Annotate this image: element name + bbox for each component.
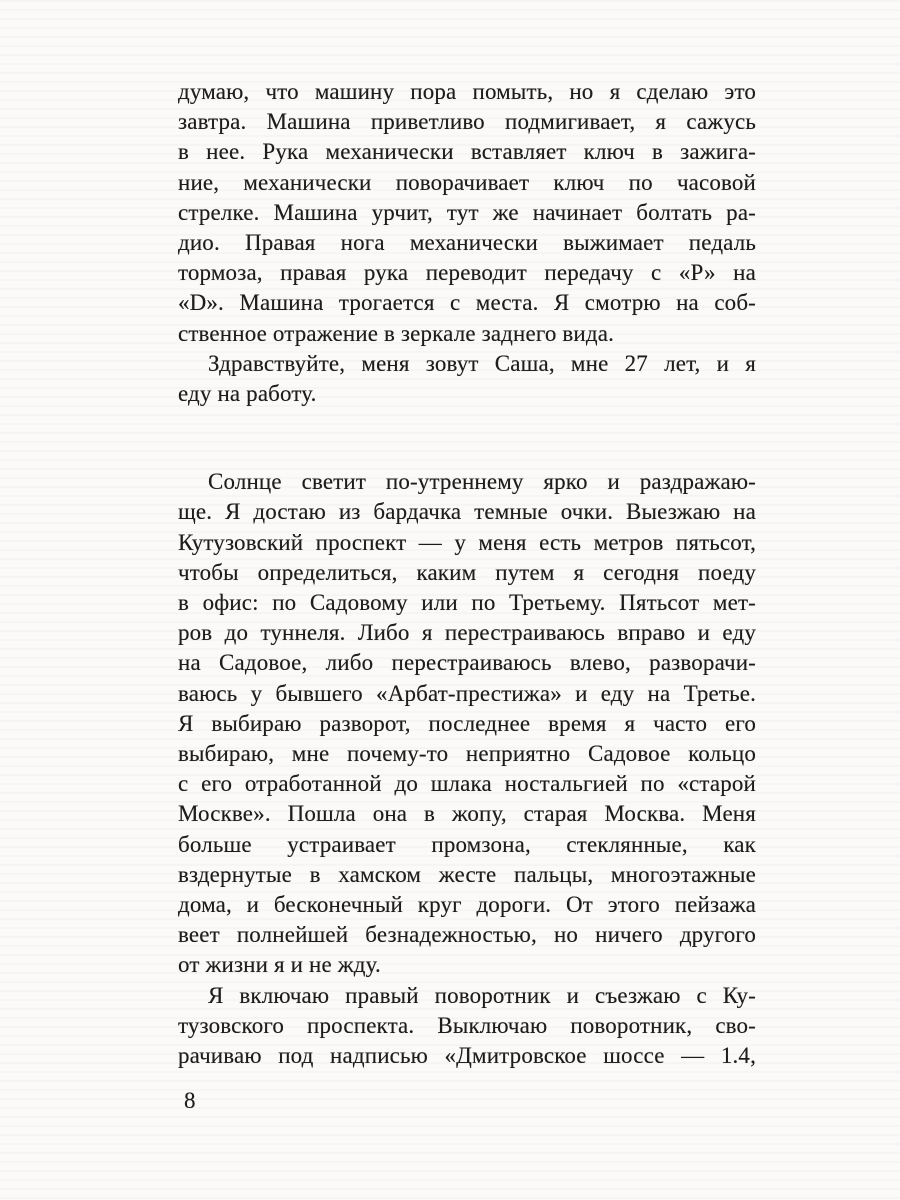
text-line: еду на работу. xyxy=(178,381,317,407)
text-line: ваюсь у бывшего «Арбат-престижа» и еду на Третье. xyxy=(178,680,756,706)
text-line: в офис: по Садовому или по Третьему. Пятьсот мет- xyxy=(178,590,756,616)
text-line: Кутузовский проспект — у меня есть метров пятьсот, xyxy=(178,529,756,555)
text-line: выбираю, мне почему-то неприятно Садовое кольцо xyxy=(178,741,756,767)
text-line: тузовского проспекта. Выключаю поворотник, сво- xyxy=(178,1012,756,1038)
text-line: веет полнейшей безнадежностью, но ничего другого xyxy=(178,922,756,948)
text-line: думаю, что машину пора помыть, но я сделаю это xyxy=(178,79,756,104)
text-line: Москве». Пошла она в жопу, старая Москва. Меня xyxy=(178,801,756,827)
text-line: с его отработанной до шлака ностальгией по «старой xyxy=(178,771,756,797)
text-line: Здравствуйте, меня зовут Саша, мне 27 лет, и я xyxy=(208,350,756,376)
text-line: ственное отражение в зеркале заднего вида. xyxy=(178,320,614,346)
text-line: ние, механически поворачивает ключ по часовой xyxy=(178,169,756,195)
paragraph xyxy=(178,77,756,349)
text-line: вздернутые в хамском жесте пальцы, многоэтажные xyxy=(178,861,756,887)
text-line: стрелке. Машина урчит, тут же начинает болтать ра- xyxy=(178,199,756,225)
paragraph xyxy=(178,467,756,980)
text-line: Солнце светит по-утреннему ярко и раздражаю- xyxy=(208,469,756,495)
text-line: ров до туннеля. Либо я перестраиваюсь вправо и еду xyxy=(178,620,756,646)
text-line: рачиваю под надписью «Дмитровское шоссе — 1.4, xyxy=(178,1043,756,1069)
text-line: дома, и бесконечный круг дороги. От этого пейзажа xyxy=(178,892,756,918)
text-line: на Садовое, либо перестраиваюсь влево, разворачи- xyxy=(178,650,756,676)
text-line: завтра. Машина приветливо подмигивает, я сажусь xyxy=(178,109,756,135)
paragraph xyxy=(178,349,756,409)
page-number: 8 xyxy=(184,1088,196,1113)
text-line: дио. Правая нога механически выжимает педаль xyxy=(178,230,756,256)
text-line: Я включаю правый поворотник и съезжаю с Ку- xyxy=(208,982,756,1008)
text-block xyxy=(178,77,756,1071)
text-line: больше устраивает промзона, стеклянные, как xyxy=(178,831,756,857)
text-line: в нее. Рука механически вставляет ключ в зажига- xyxy=(178,139,756,165)
text-line: Я выбираю разворот, последнее время я часто его xyxy=(178,710,756,736)
text-line: ще. Я достаю из бардачка темные очки. Выезжаю на xyxy=(178,499,756,525)
paragraph xyxy=(178,981,756,1072)
text-line: «D». Машина трогается с места. Я смотрю на соб- xyxy=(178,290,756,316)
text-line: чтобы определиться, каким путем я сегодня поеду xyxy=(178,559,756,585)
text-line: от жизни я и не жду. xyxy=(178,952,381,978)
text-line: тормоза, правая рука переводит передачу с «Р» на xyxy=(178,260,756,286)
